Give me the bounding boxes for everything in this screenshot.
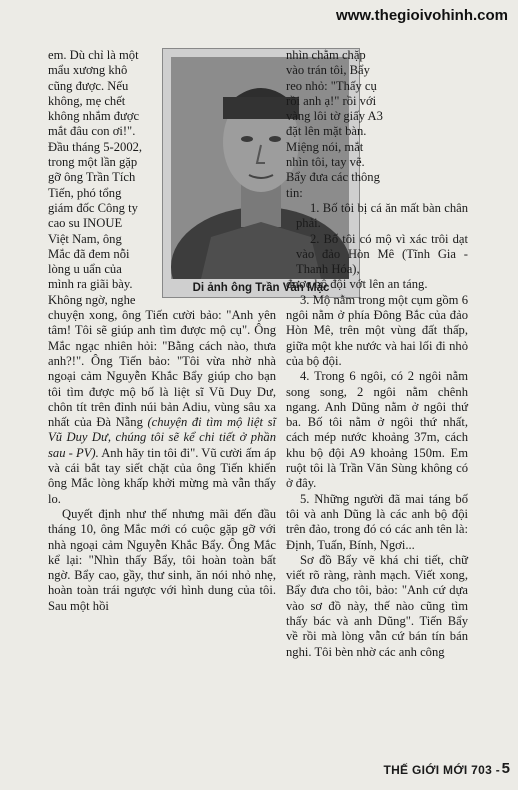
text-line: gỡ ông Trần Tích xyxy=(48,170,136,185)
text-line: Mắc đã đem nỗi xyxy=(48,246,130,261)
text-line: vàng lôi tờ giấy A3 xyxy=(286,109,383,124)
text-line: mẩu xương khô xyxy=(48,63,128,78)
text-line: Việt Nam, ông xyxy=(48,231,122,246)
text-line: Miệng nói, mắt xyxy=(286,139,364,154)
list-item: 4. Trong 6 ngôi, có 2 ngôi nằm song song, 2 ngôi nằm chênh ngang. Anh Dũng nằm ở ngôi thứ ba. Bố tôi nằm ở ngôi thứ nhất, cách mép nước khoảng 37m, cách khu bộ đội A9 khoảng 150m. Em ruột tôi là Trần Văn Sùng không có ở đây. xyxy=(286,369,468,491)
text-line: Tiến, phó tổng xyxy=(48,185,122,200)
text-line: cao su INOUE xyxy=(48,216,123,231)
text-line: không nhắm được xyxy=(48,109,140,124)
text-line: mình ra giãi bày. xyxy=(48,277,133,292)
text-line: không, mẹ chết xyxy=(48,93,126,108)
text-line: trong một lần gặp xyxy=(48,155,138,170)
right-column-top xyxy=(286,48,468,201)
list-item: 3. Mộ nằm trong một cụm gồm 6 ngôi nằm ở phía Đông Bắc của đảo Hòn Mê, trên một vùng đất thấp, giữa một khe nước và hai lối đi nhỏ của bộ đội. xyxy=(286,292,468,368)
magazine-footer: THẾ GIỚI MỚI 703 - xyxy=(383,763,500,777)
text-line: vào trán tôi, Bẩy xyxy=(286,63,370,78)
list-item: 5. Những người đã mai táng bố tôi và anh Dũng là các anh bộ đội trên đảo, trong đó có các anh tên là: Định, Tuấn, Bính, Ngơi... xyxy=(286,491,468,552)
list-item-continued: được bộ đội vớt lên an táng. xyxy=(286,277,428,292)
article-paragraph: Sơ đồ Bẩy vẽ khá chi tiết, chữ viết rõ ràng, rành mạch. Viết xong, Bẩy đưa cho tôi, bảo: "Anh cứ dựa vào sơ đồ này, thế nào cũng tìm thấy bác và anh Dũng". Tiến Bẩy về rồi mà lòng vẫn cứ bán tín bán nghi. Tôi bèn nhờ các anh công xyxy=(286,552,468,659)
site-url[interactable]: www.thegioivohinh.com xyxy=(336,7,508,24)
text-line: nhìn tôi, tay vẽ. xyxy=(286,155,365,170)
text-line: nhìn chằm chặp xyxy=(286,48,366,62)
left-column xyxy=(48,48,276,614)
text-line: Không ngờ, nghe xyxy=(48,292,136,307)
text-line: tin: xyxy=(286,185,303,200)
text-line: đặt lên mặt bàn. xyxy=(286,124,367,139)
list-item: 2. Bố tôi có mộ vì xác trôi dạt vào đảo Hòn Mê (Tĩnh Gia - Thanh Hóa), xyxy=(296,231,468,277)
paragraph-text: chuyện xong, ông Tiến cười bảo: "Anh yên tâm! Tôi sẽ giúp anh tìm được mộ cụ". Ông Mắc ngạc nhiên hỏi: "Bằng cách nào, thưa anh?!". Ông Tiến bảo: "Tôi vừa nhờ nhà ngoại cảm Nguyễn Khắc Bẩy giúp cho bạn tôi tìm được mộ bố là liệt sĩ Vũ Duy Dư, chôn tít trên đỉnh núi bản Adiu, vùng sâu xa nhất của Đà Nẵng xyxy=(48,308,276,430)
article-paragraph xyxy=(48,308,276,507)
article-paragraph: Quyết định như thế nhưng mãi đến đầu tháng 10, ông Mắc mới có cuộc gặp gỡ với nhà ngoại cảm Nguyễn Khắc Bẩy. Ông Mắc kể lại: "Nhìn thấy Bẩy, tôi hoàn toàn bất ngờ. Bẩy cao, gầy, thư sinh, ăn nói nhỏ nhẹ, hoàn toàn trái ngược với hình dung của tôi. Sau một hồi xyxy=(48,506,276,613)
text-line: rồi anh ạ!" rồi với xyxy=(286,93,377,108)
text-line: Đầu tháng 5-2002, xyxy=(48,139,143,154)
list-item: 1. Bố tôi bị cá ăn mất bàn chân phải. xyxy=(296,200,468,231)
left-column-top xyxy=(48,48,168,308)
photo-caption: Di ảnh ông Trần Văn Mặc xyxy=(192,282,330,294)
right-column xyxy=(286,48,468,660)
text-line: lòng u uẩn của xyxy=(48,262,122,277)
text-line: giám đốc Công ty xyxy=(48,200,138,215)
editor-note: (chuyện đi tìm mộ liệt sĩ Vũ Duy Dư, chúng tôi sẽ kể chi tiết ở phần sau - PV). xyxy=(48,415,276,460)
text-line: mắt đâu con ơi!". xyxy=(48,124,136,139)
text-line: cũng được. Nếu xyxy=(48,78,129,93)
text-line: em. Dù chỉ là một xyxy=(48,48,139,62)
text-line: Bẩy đưa các thông xyxy=(286,170,380,185)
page-number: 5 xyxy=(501,760,510,777)
text-line: reo nhỏ: "Thấy cụ xyxy=(286,78,377,93)
paragraph-text: Anh hãy tin tôi đi". Vũ cười ấm áp và cái bắt tay siết chặt của ông Tiến khiến ông Mắc lòng khấp khởi mừng mà vẫn thấy lo. xyxy=(48,445,276,506)
